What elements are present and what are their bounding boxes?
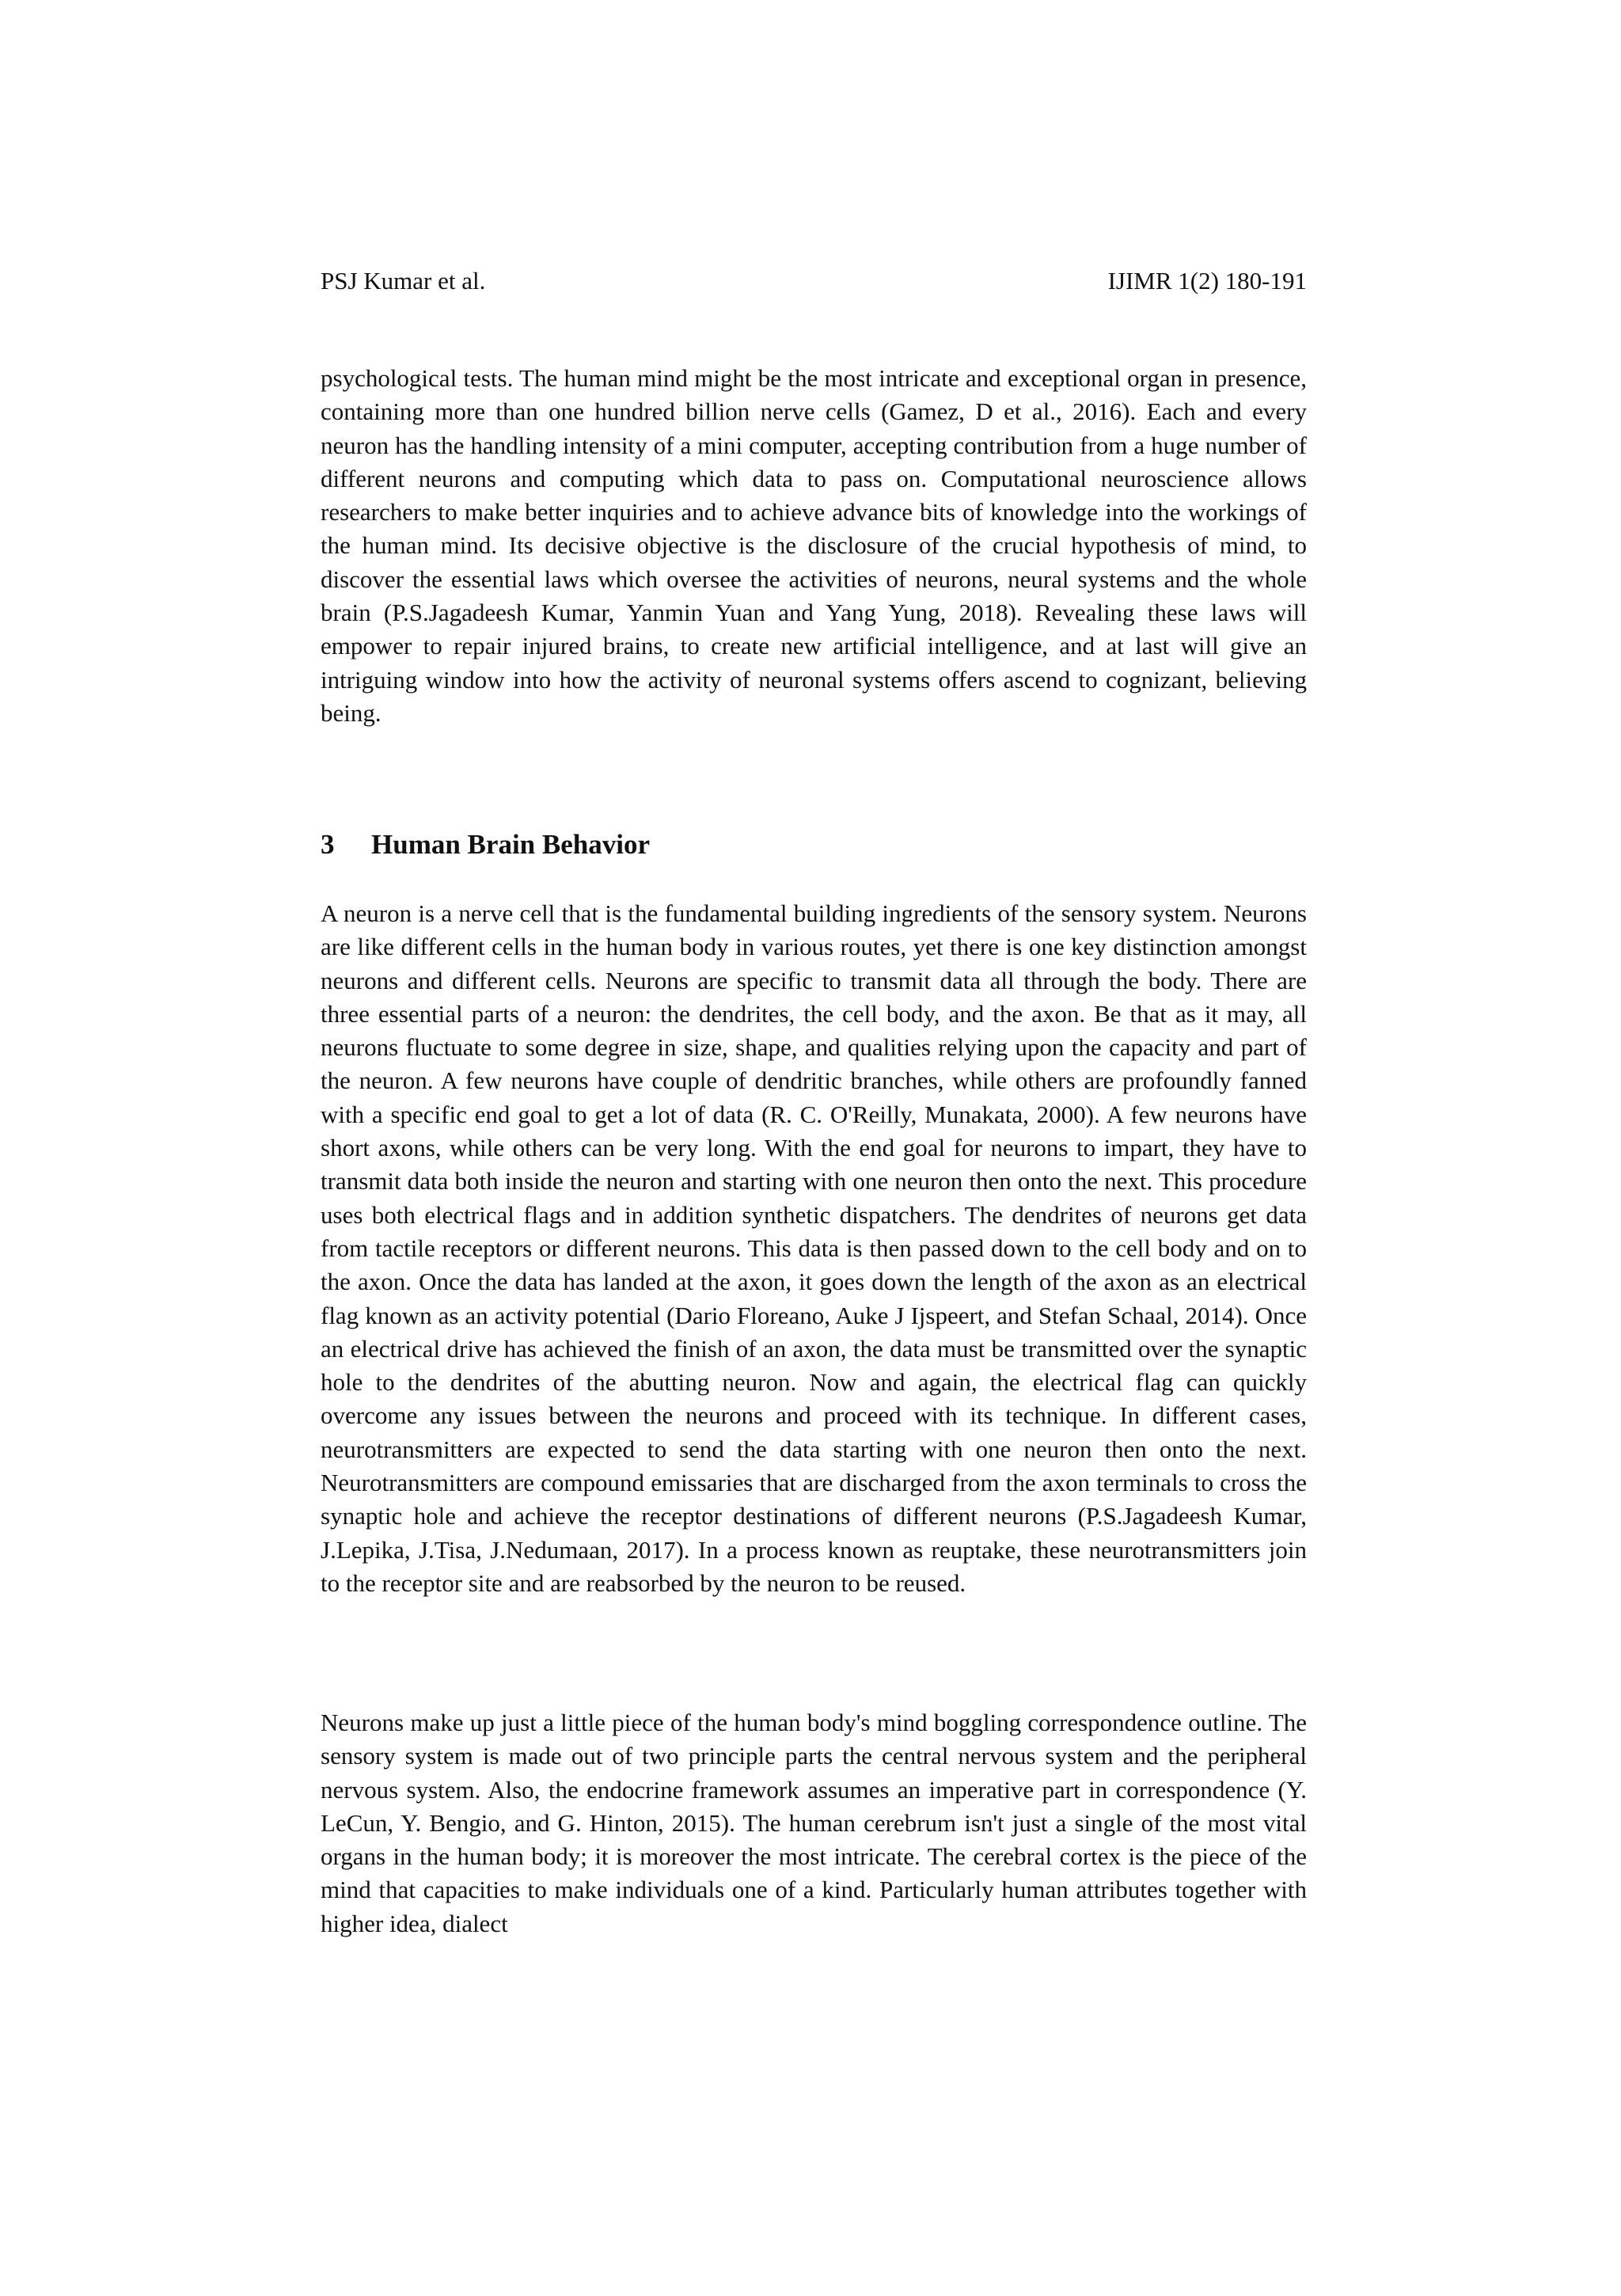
running-header: [321, 264, 1307, 298]
header-journal-ref: IJIMR 1(2) 180-191: [1107, 267, 1307, 295]
body-paragraph: psychological tests. The human mind might be the most intricate and exceptional organ in presence, containing more than one hundred billion nerve cells (Gamez, D et al., 2016). Each and every neuron has the handling intensity of a mini computer, accepting contribution from a huge number of different neurons and computing which data to pass on. Computational neuroscience allows researchers to make better inquiries and to achieve advance bits of knowledge into the workings of the human mind. Its decisive objective is the disclosure of the crucial hypothesis of mind, to discover the essential laws which oversee the activities of neurons, neural systems and the whole brain (P.S.Jagadeesh Kumar, Yanmin Yuan and Yang Yung, 2018). Revealing these laws will empower to repair injured brains, to create new artificial intelligence, and at last will give an intriguing window into how the activity of neuronal systems offers ascend to cognizant, believing being.: [321, 364, 1307, 727]
body-paragraph: A neuron is a nerve cell that is the fundamental building ingredients of the sensory system. Neurons are like different cells in the human body in various routes, yet there is one key distinction amongst neurons and different cells. Neurons are specific to transmit data all through the body. There are three essential parts of a neuron: the dendrites, the cell body, and the axon. Be that as it may, all neurons fluctuate to some degree in size, shape, and qualities relying upon the capacity and part of the neuron. A few neurons have couple of dendritic branches, while others are profoundly fanned with a specific end goal to get a lot of data (R. C. O'Reilly, Munakata, 2000). A few neurons have short axons, while others can be very long. With the end goal for neurons to impart, they have to transmit data both inside the neuron and starting with one neuron then onto the next. This procedure uses both electrical flags and in addition synthetic dispatchers. The dendrites of neurons get data from tactile receptors or different neurons. This data is then passed down to the cell body and on to the axon. Once the data has landed at the axon, it goes down the length of the axon as an electrical flag known as an activity potential (Dario Floreano, Auke J Ijspeert, and Stefan Schaal, 2014). Once an electrical drive has achieved the finish of an axon, the data must be transmitted over the synaptic hole to the dendrites of the abutting neuron. Now and again, the electrical flag can quickly overcome any issues between the neurons and proceed with its technique. In different cases, neurotransmitters are expected to send the data starting with one neuron then onto the next. Neurotransmitters are compound emissaries that are discharged from the axon terminals to cross the synaptic hole and achieve the receptor destinations of different neurons (P.S.Jagadeesh Kumar, J.Lepika, J.Tisa, J.Nedumaan, 2017). In a process known as reuptake, these neurotransmitters join to the receptor site and are reabsorbed by the neuron to be reused.: [321, 899, 1307, 1597]
section-title: Human Brain Behavior: [371, 829, 650, 860]
body-paragraph: Neurons make up just a little piece of the human body's mind boggling correspondence outline. The sensory system is made out of two principle parts the central nervous system and the peripheral nervous system. Also, the endocrine framework assumes an imperative part in correspondence (Y. LeCun, Y. Bengio, and G. Hinton, 2015). The human cerebrum isn't just a single of the most vital organs in the human body; it is moreover the most intricate. The cerebral cortex is the piece of the mind that capacities to make individuals one of a kind. Particularly human attributes together with higher idea, dialect: [321, 1709, 1307, 1937]
header-authors: PSJ Kumar et al.: [321, 267, 486, 295]
section-heading: [321, 827, 650, 863]
section-number: 3: [321, 829, 335, 860]
